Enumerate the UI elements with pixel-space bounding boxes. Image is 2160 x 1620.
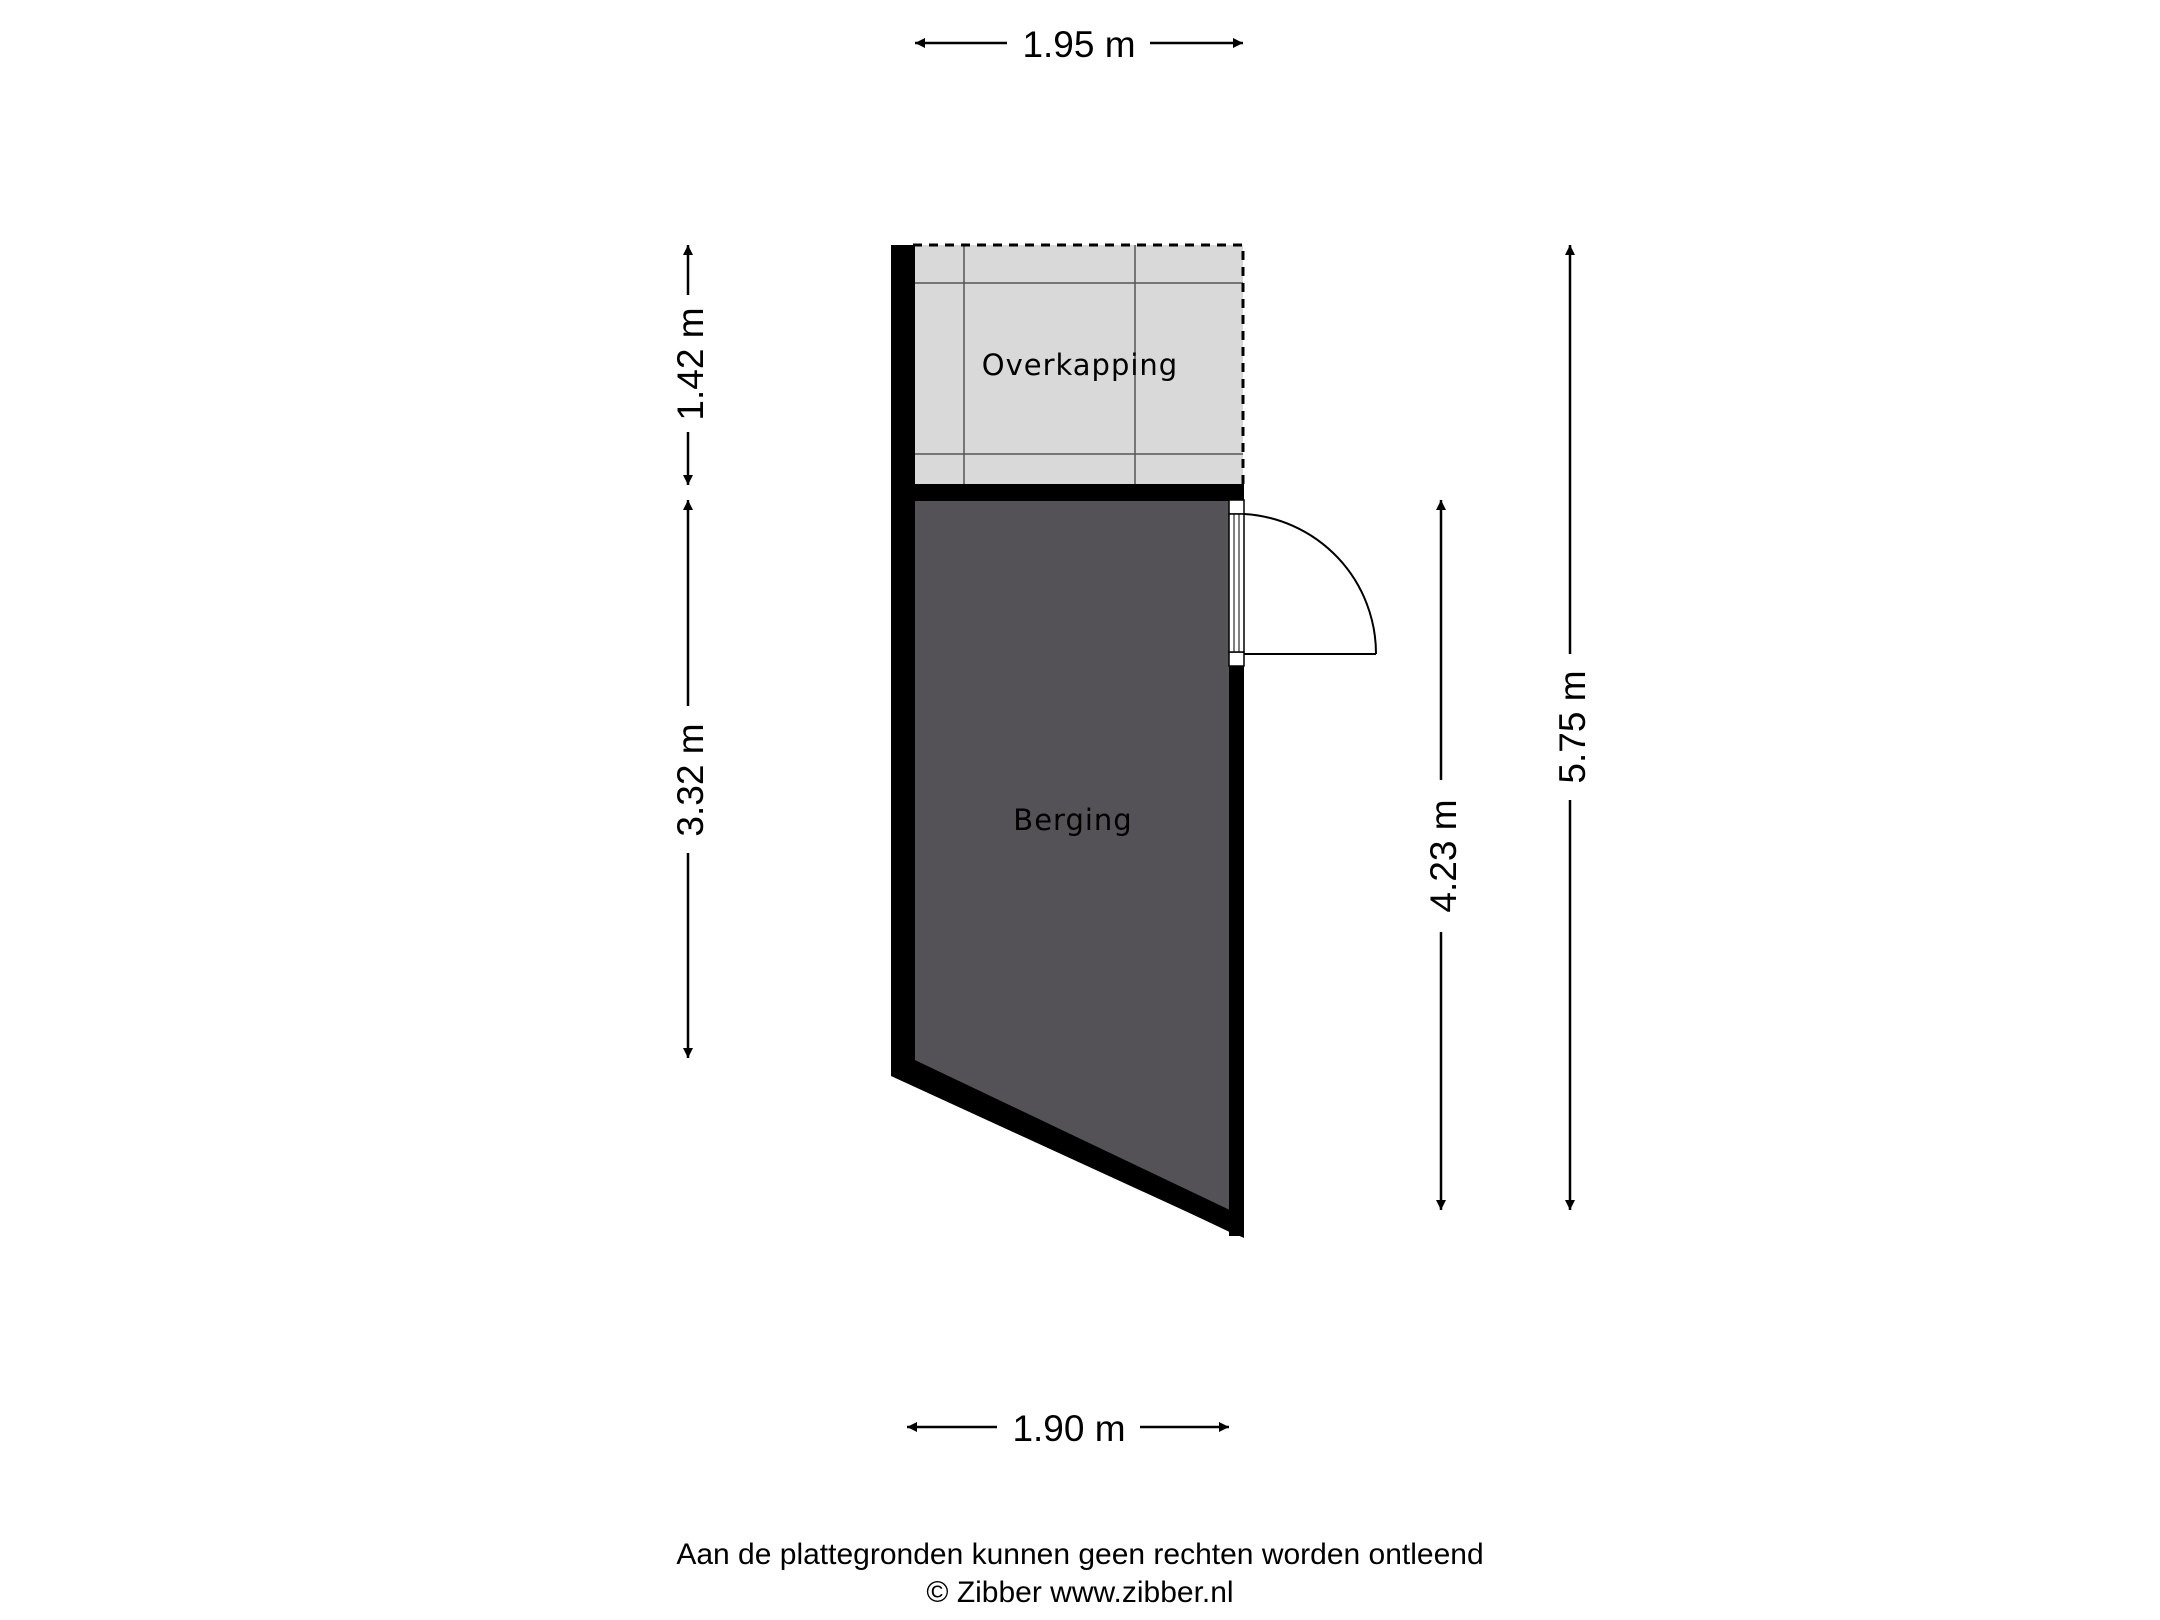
- dimension-left-lower: [670, 500, 711, 1058]
- dimension-right-inner: [1423, 500, 1464, 1210]
- dimension-right-outer-label: 5.75 m: [1552, 670, 1593, 784]
- berging-label: Berging: [1013, 803, 1133, 837]
- door: [1229, 500, 1376, 666]
- dimension-right-inner-label: 4.23 m: [1423, 799, 1464, 913]
- dimension-left-lower-label: 3.32 m: [670, 723, 711, 837]
- footer-disclaimer: Aan de plattegronden kunnen geen rechten worden ontleend: [676, 1538, 1484, 1571]
- dimension-right-outer: [1552, 245, 1593, 1210]
- overkapping-label: Overkapping: [981, 348, 1179, 382]
- footer-copyright: © Zibber www.zibber.nl: [926, 1576, 1234, 1609]
- dimension-bottom: [907, 1408, 1229, 1449]
- dimension-bottom-label: 1.90 m: [1012, 1408, 1126, 1449]
- dimension-top: [915, 24, 1243, 65]
- dimension-left-upper: [670, 245, 711, 485]
- dimension-top-label: 1.95 m: [1022, 24, 1136, 65]
- dimension-left-upper-label: 1.42 m: [670, 307, 711, 421]
